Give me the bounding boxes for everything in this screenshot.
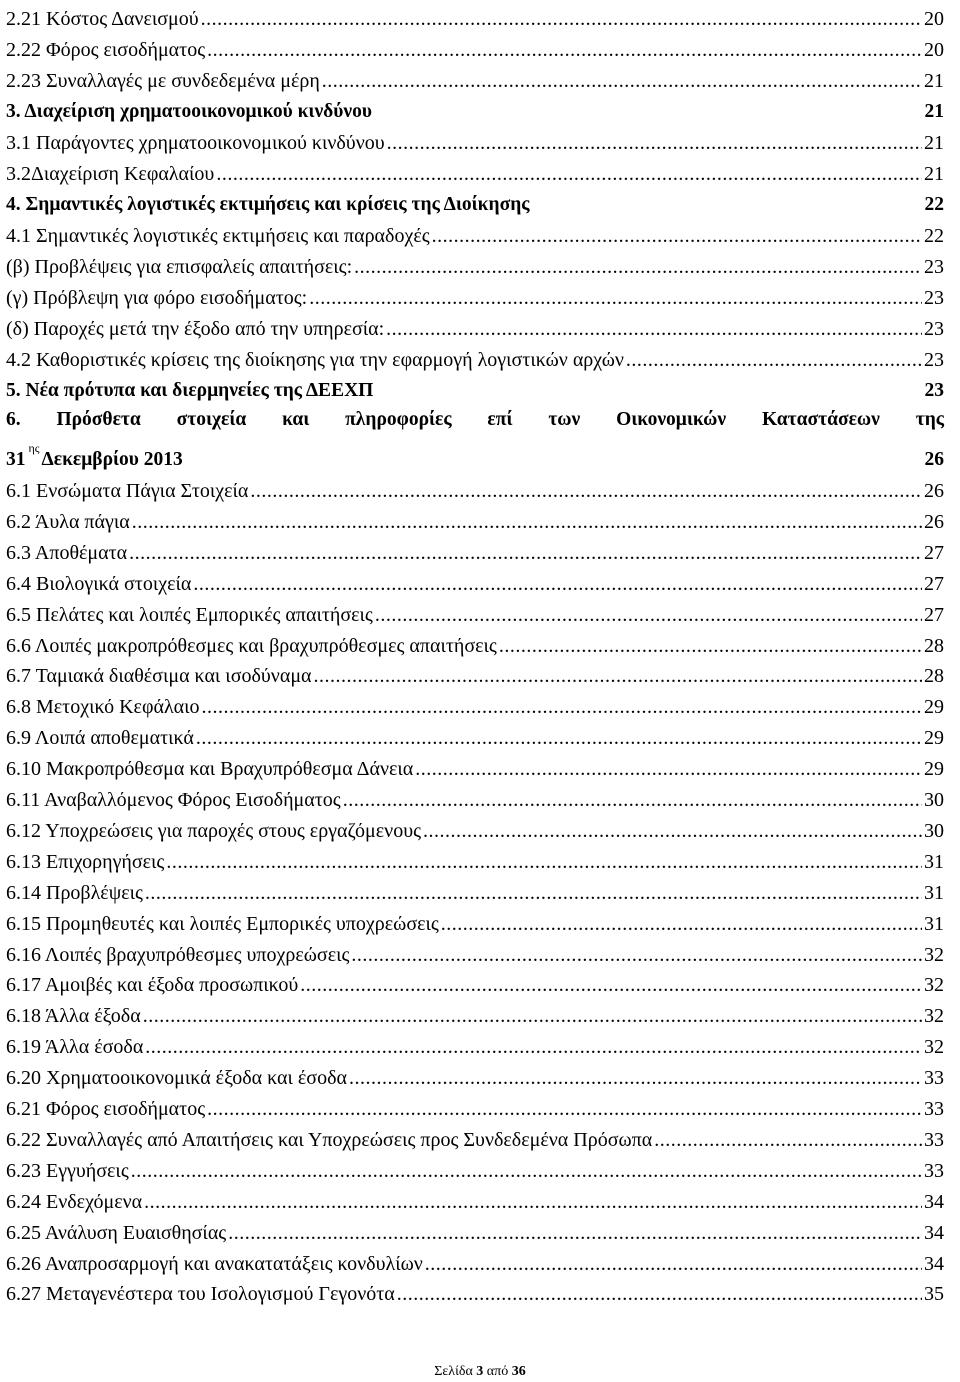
toc-entry-title: 2.21 Κόστος Δανεισμού	[6, 8, 199, 30]
toc-page-number: 34	[924, 1190, 944, 1213]
toc-entry[interactable]	[6, 248, 944, 279]
toc-entry[interactable]	[6, 688, 944, 719]
toc-dot-leader	[387, 131, 922, 155]
toc-entry-title: 4. Σημαντικές λογιστικές εκτιμήσεις και κρίσεις της Διοίκησης	[6, 194, 530, 215]
toc-page-number: 20	[924, 8, 944, 30]
toc-entry-title: 2.23 Συναλλαγές με συνδεδεμένα μέρη	[6, 70, 320, 92]
toc-entry-title: 6.18 Άλλα έξοδα	[6, 1005, 141, 1028]
toc-dot-leader	[228, 1221, 922, 1245]
toc-entry[interactable]	[6, 310, 944, 341]
toc-page-number: 31	[924, 850, 944, 873]
toc-dot-leader	[354, 255, 922, 279]
toc-entry[interactable]	[6, 1028, 944, 1059]
toc-page-number: 28	[924, 665, 944, 688]
toc-page-number: 31	[924, 881, 944, 904]
toc-entry[interactable]	[6, 503, 944, 534]
toc-entry[interactable]	[6, 1152, 944, 1183]
toc-entry-title: 6.13 Επιχορηγήσεις	[6, 850, 165, 873]
toc-page-number: 28	[924, 634, 944, 657]
toc-dot-leader	[432, 224, 922, 248]
toc-dot-leader	[322, 69, 922, 93]
toc-dot-leader	[425, 1252, 922, 1276]
toc-entry[interactable]	[6, 341, 944, 372]
toc-page-number: 20	[924, 39, 944, 61]
toc-entry-title: 6.4 Βιολογικά στοιχεία	[6, 572, 192, 595]
toc-entry-title: 3. Διαχείριση χρηματοοικονομικού κινδύνου	[6, 101, 372, 122]
toc-section-heading-line1[interactable]: 6. Πρόσθετα στοιχεία και πληροφορίες επί των Οικονομικών Καταστάσεων της	[6, 409, 944, 430]
toc-entry[interactable]	[6, 874, 944, 905]
toc-entry[interactable]	[6, 124, 944, 155]
toc-section-heading[interactable]	[6, 372, 944, 403]
toc-entry-title: 6.5 Πελάτες και λοιπές Εμπορικές απαιτήσεις	[6, 603, 373, 626]
ordinal-suffix: ης	[28, 441, 40, 455]
toc-dot-leader	[654, 1128, 922, 1152]
toc-page-number: 33	[924, 1128, 944, 1151]
toc-entry[interactable]	[6, 472, 944, 503]
toc-dot-leader	[314, 664, 922, 688]
toc-dot-leader	[397, 1282, 922, 1306]
toc-entry-title: 6.17 Αμοιβές και έξοδα προσωπικού	[6, 974, 299, 997]
toc-page-number: 23	[924, 349, 944, 371]
toc-entry[interactable]	[6, 781, 944, 812]
toc-entry-title: 2.22 Φόρος εισοδήματος	[6, 39, 206, 61]
toc-entry-title: (β) Προβλέψεις για επισφαλείς απαιτήσεις:	[6, 256, 353, 278]
toc-entry-title: 6.8 Μετοχικό Κεφάλαιο	[6, 696, 200, 719]
toc-page-number: 29	[924, 727, 944, 750]
toc-entry-title: 4.2 Καθοριστικές κρίσεις της διοίκησης για την εφαρμογή λογιστικών αρχών	[6, 349, 624, 371]
toc-page-number: 21	[924, 163, 944, 185]
toc-dot-leader	[349, 1066, 922, 1090]
toc-entry-title: 4.1 Σημαντικές λογιστικές εκτιμήσεις και παραδοχές	[6, 225, 430, 247]
toc-entry-title: 6.15 Προμηθευτές και λοιπές Εμπορικές υποχρεώσεις	[6, 912, 439, 935]
toc-entry[interactable]	[6, 936, 944, 967]
toc-entry-title: 3.2Διαχείριση Κεφαλαίου	[6, 163, 215, 185]
toc-section-heading[interactable]	[6, 186, 944, 217]
toc-entry-title: 6.3 Αποθέματα	[6, 541, 128, 564]
toc-dot-leader	[207, 38, 922, 62]
toc-page-number: 29	[924, 758, 944, 781]
toc-page-number: 26	[924, 510, 944, 533]
toc-dot-leader	[216, 162, 922, 186]
toc-dot-leader	[143, 1004, 922, 1028]
toc-entry[interactable]	[6, 627, 944, 658]
toc-page-number: 23	[924, 287, 944, 309]
toc-entry-title: 6.16 Λοιπές βραχυπρόθεσμες υποχρεώσεις	[6, 943, 350, 966]
toc-entry-title: 6.2 Άυλα πάγια	[6, 510, 130, 533]
toc-page-number: 32	[924, 1005, 944, 1028]
date-rest: Δεκεμβρίου 2013	[41, 449, 183, 470]
toc-page-number: 21	[924, 132, 944, 154]
toc-entry-title: 6.25 Ανάλυση Ευαισθησίας	[6, 1221, 227, 1244]
toc-entry[interactable]	[6, 1090, 944, 1121]
toc-dot-leader	[415, 757, 922, 781]
toc-page-number: 23	[924, 256, 944, 278]
toc-dot-leader	[129, 541, 922, 565]
toc-entry[interactable]	[6, 279, 944, 310]
toc-entry[interactable]	[6, 1275, 944, 1306]
toc-entry-title: 6.7 Ταμιακά διαθέσιμα και ισοδύναμα	[6, 665, 312, 688]
footer-current-page: 3	[476, 1364, 484, 1379]
toc-dot-leader	[145, 1035, 922, 1059]
toc-page-number: 33	[924, 1159, 944, 1182]
toc-entry-title: 6.19 Άλλα έσοδα	[6, 1036, 144, 1059]
toc-entry-title: 6.14 Προβλέψεις	[6, 881, 143, 904]
toc-entry[interactable]	[6, 534, 944, 565]
toc-section-heading[interactable]	[6, 93, 944, 124]
toc-entry[interactable]	[6, 657, 944, 688]
toc-dot-leader	[132, 510, 922, 534]
toc-entry[interactable]	[6, 1121, 944, 1152]
toc-page-number: 34	[924, 1221, 944, 1244]
toc-page-number: 27	[924, 603, 944, 626]
toc-entry[interactable]	[6, 750, 944, 781]
toc-entry-title: 6.21 Φόρος εισοδήματος	[6, 1098, 206, 1120]
toc-page-number: 23	[924, 318, 944, 340]
toc-entry-title: 6.6 Λοιπές μακροπρόθεσμες και βραχυπρόθεσμες απαιτήσεις	[6, 634, 497, 657]
footer-prefix: Σελίδα	[434, 1364, 473, 1379]
toc-entry[interactable]	[6, 565, 944, 596]
toc-entry-title: 6.1 Ενσώματα Πάγια Στοιχεία	[6, 480, 249, 502]
toc-entry-title: (γ) Πρόβλεψη για φόρο εισοδήματος:	[6, 287, 308, 309]
footer-separator: από	[486, 1364, 509, 1379]
toc-entry[interactable]	[6, 1214, 944, 1245]
toc-entry[interactable]	[6, 62, 944, 93]
toc-entry[interactable]	[6, 1245, 944, 1276]
toc-entry[interactable]	[6, 31, 944, 62]
toc-entry[interactable]	[6, 217, 944, 248]
toc-page-number: 34	[924, 1252, 944, 1275]
toc-page-number: 27	[924, 572, 944, 595]
toc-dot-leader	[343, 788, 922, 812]
toc-dot-leader	[300, 973, 922, 997]
toc-page-number: 21	[924, 101, 944, 122]
toc-entry-title: 6.9 Λοιπά αποθεματικά	[6, 727, 194, 750]
toc-dot-leader	[499, 634, 922, 658]
toc-page-number: 23	[924, 380, 944, 401]
toc-dot-leader	[196, 726, 922, 750]
toc-entry[interactable]	[6, 719, 944, 750]
toc-dot-leader	[207, 1097, 922, 1121]
toc-entry-title: 6.12 Υποχρεώσεις για παροχές στους εργαζόμενους	[6, 819, 422, 842]
toc-dot-leader	[250, 479, 922, 503]
toc-page-number: 32	[924, 974, 944, 997]
toc-entry-title: 6.10 Μακροπρόθεσμα και Βραχυπρόθεσμα Δάνεια	[6, 758, 414, 781]
toc-dot-leader	[626, 348, 922, 372]
toc-page-number: 33	[924, 1098, 944, 1120]
toc-page-number: 27	[924, 541, 944, 564]
toc-dot-leader	[351, 943, 922, 967]
date-day: 31	[6, 449, 26, 470]
toc-dot-leader	[144, 1190, 922, 1214]
toc-dot-leader	[309, 286, 922, 310]
toc-page-number: 33	[924, 1067, 944, 1090]
toc-page-number: 35	[924, 1283, 944, 1306]
toc-page-number: 21	[924, 70, 944, 92]
toc-dot-leader	[201, 7, 922, 31]
toc-entry[interactable]	[6, 155, 944, 186]
toc-entry-title: 6.20 Χρηματοοικονομικά έξοδα και έσοδα	[6, 1067, 347, 1090]
toc-entry-title: 6.11 Αναβαλλόμενος Φόρος Εισοδήματος	[6, 789, 341, 811]
toc-entry[interactable]	[6, 0, 944, 31]
page-footer	[0, 1364, 960, 1380]
toc-entry-title: 6.26 Αναπροσαρμογή και ανακατατάξεις κονδυλίων	[6, 1252, 423, 1275]
toc-entry[interactable]	[6, 997, 944, 1028]
toc-entry[interactable]	[6, 905, 944, 936]
toc-entry-title: 6.22 Συναλλαγές από Απαιτήσεις και Υποχρεώσεις προς Συνδεδεμένα Πρόσωπα	[6, 1128, 653, 1151]
toc-page-number: 29	[924, 696, 944, 719]
toc-page-number: 30	[924, 789, 944, 811]
toc-dot-leader	[193, 572, 922, 596]
toc-page-number: 32	[924, 943, 944, 966]
toc-page-number: 30	[924, 819, 944, 842]
footer-total-pages: 36	[511, 1364, 526, 1379]
toc-entry[interactable]	[6, 966, 944, 997]
toc-dot-leader	[131, 1159, 922, 1183]
toc-entry-title: 6.24 Ενδεχόμενα	[6, 1190, 143, 1213]
toc-dot-leader	[375, 603, 922, 627]
toc-entry-title: 6.23 Εγγυήσεις	[6, 1159, 129, 1182]
toc-entry-title: 6.27 Μεταγενέστερα του Ισολογισμού Γεγονότα	[6, 1283, 395, 1306]
toc-page-number: 26	[924, 480, 944, 502]
toc-dot-leader	[145, 881, 922, 905]
toc-entry[interactable]	[6, 843, 944, 874]
toc-page-number: 26	[924, 449, 944, 470]
toc-entry[interactable]	[6, 1059, 944, 1090]
toc-section-heading-line2[interactable]	[6, 434, 944, 472]
toc-dot-leader	[423, 819, 922, 843]
toc-page-number: 22	[924, 194, 944, 215]
toc-entry[interactable]	[6, 1183, 944, 1214]
toc-entry[interactable]	[6, 812, 944, 843]
toc-page-number: 31	[924, 912, 944, 935]
toc-dot-leader	[166, 850, 922, 874]
toc-dot-leader	[441, 912, 922, 936]
toc-entry-title: (δ) Παροχές μετά την έξοδο από την υπηρεσία:	[6, 318, 385, 340]
toc-page-number: 32	[924, 1036, 944, 1059]
toc-dot-leader	[386, 317, 922, 341]
toc-dot-leader	[202, 695, 922, 719]
toc-entry[interactable]	[6, 596, 944, 627]
toc-entry-title: 5. Νέα πρότυπα και διερμηνείες της ΔΕΕΧΠ	[6, 380, 374, 401]
toc-entry-title: 3.1 Παράγοντες χρηματοοικονομικού κινδύνου	[6, 132, 385, 154]
toc-page-number: 22	[924, 225, 944, 247]
